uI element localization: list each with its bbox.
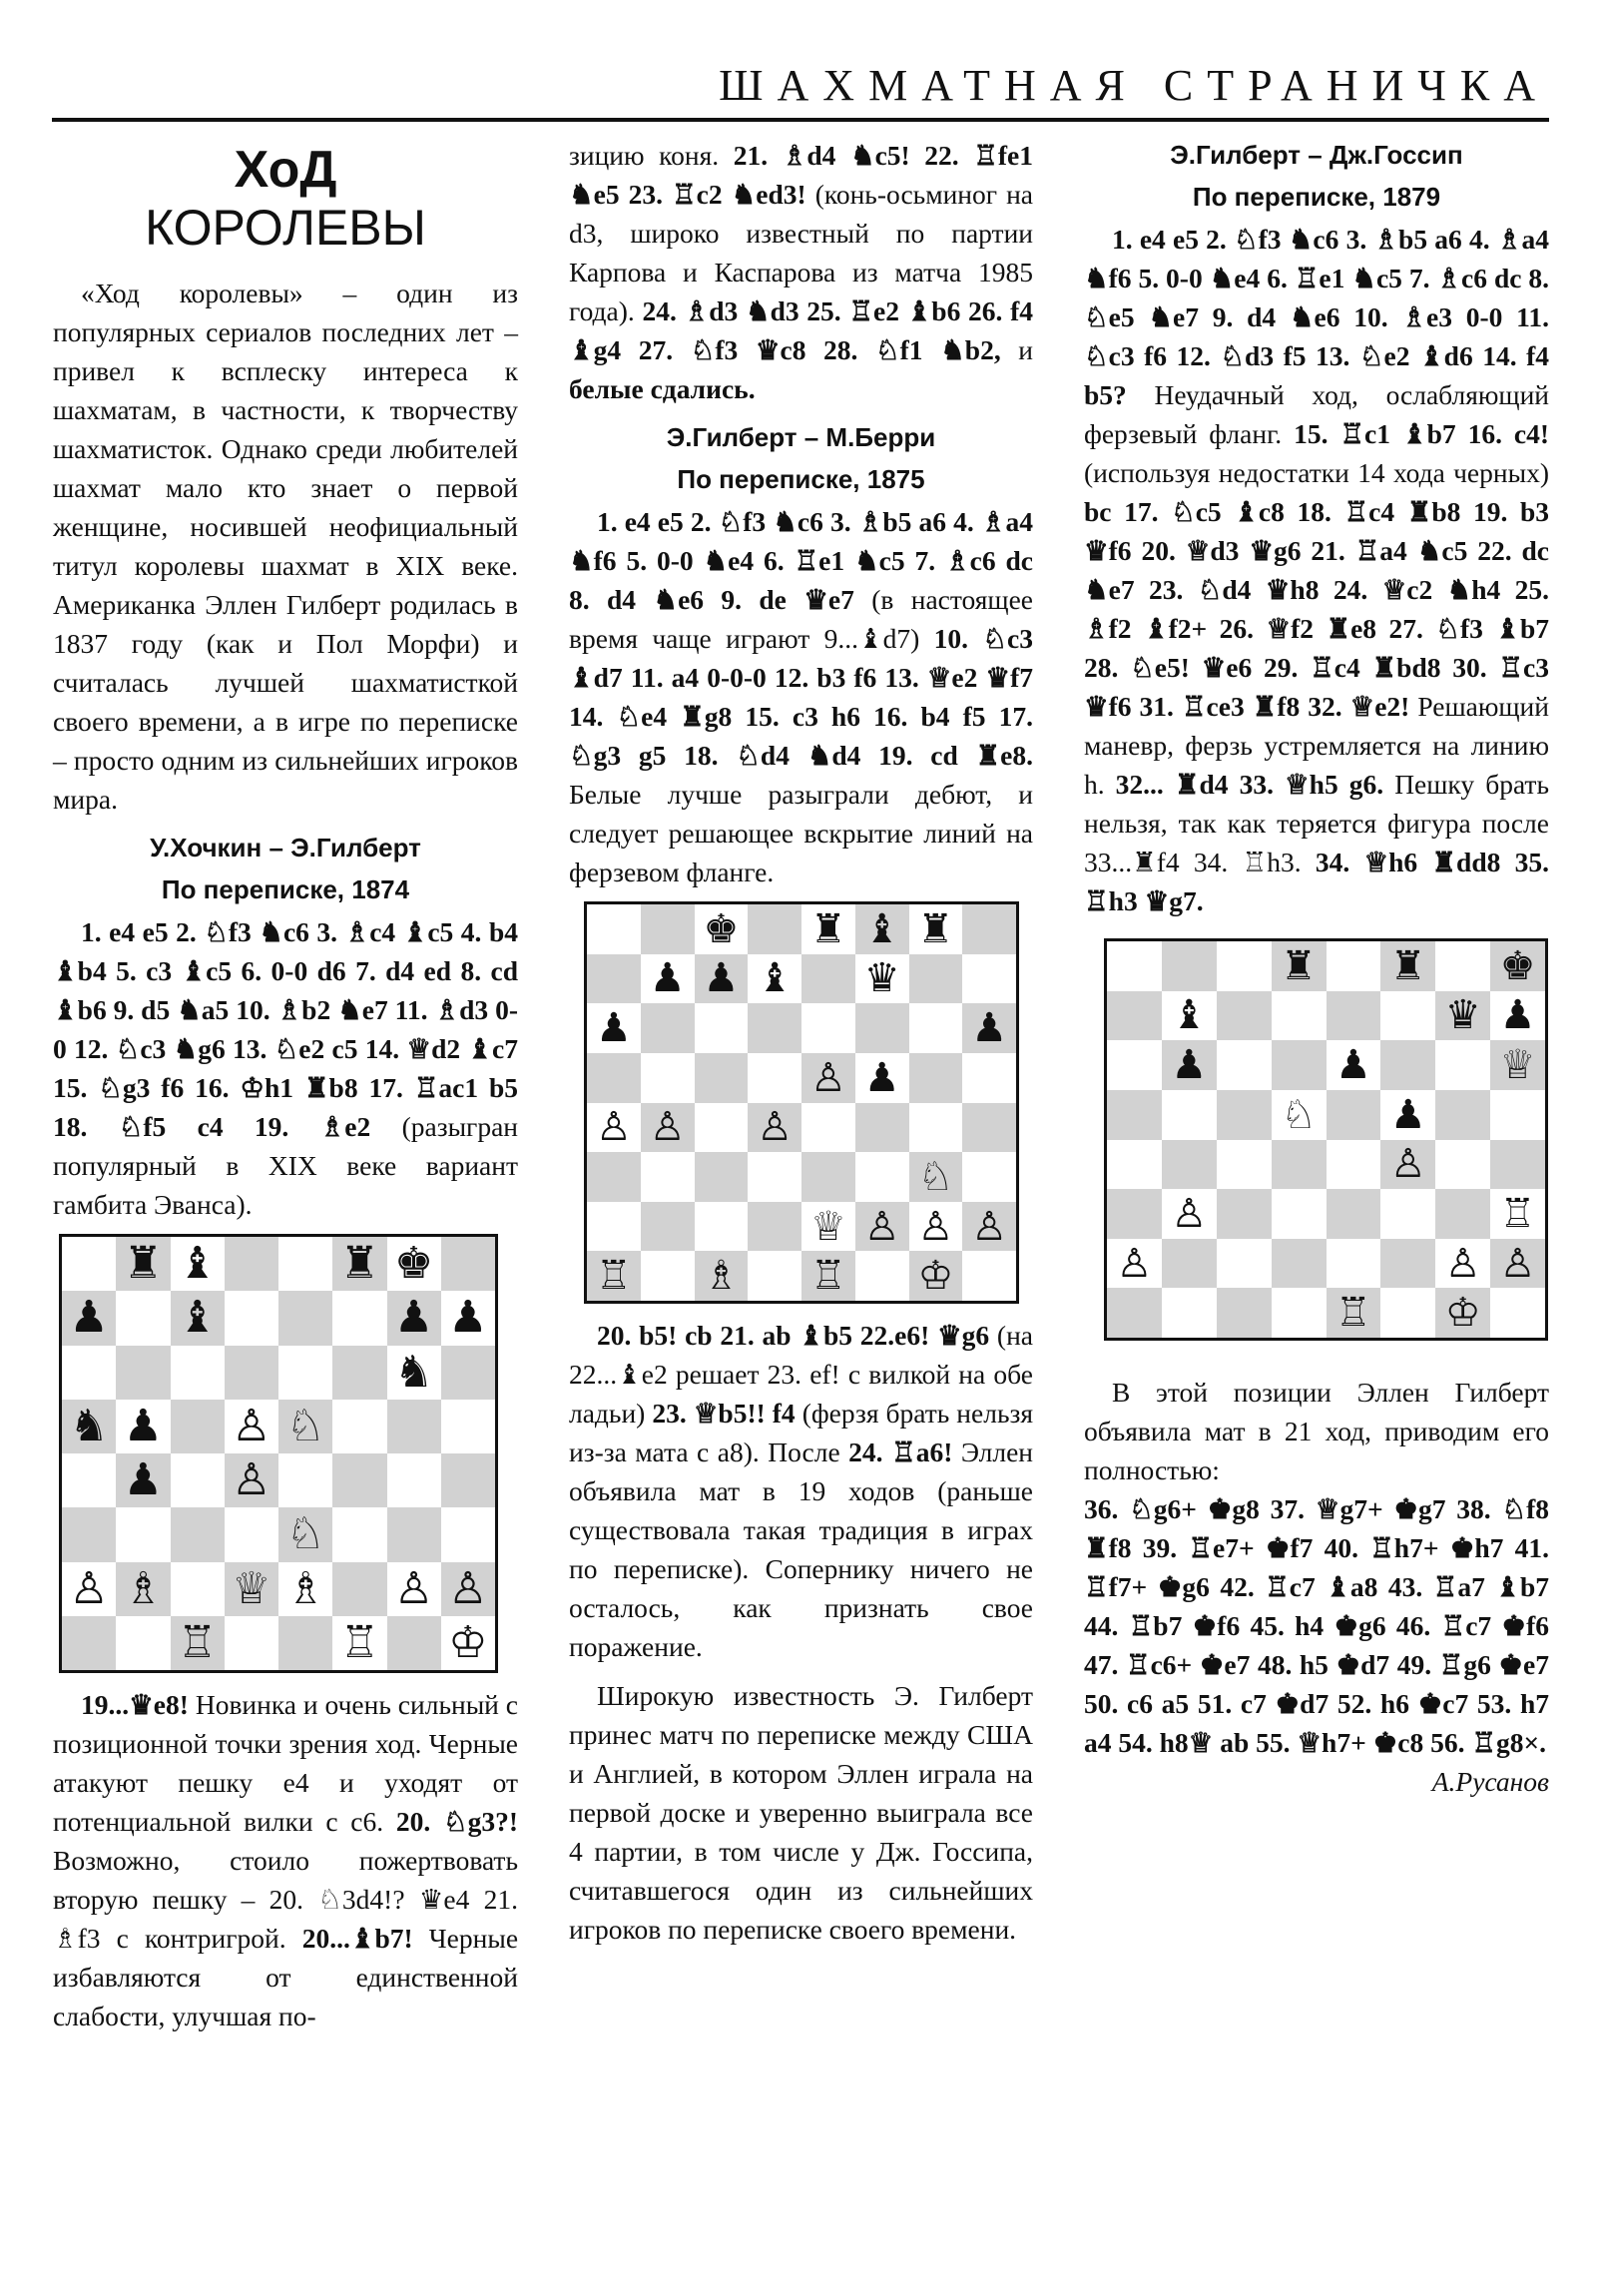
board-square <box>387 1507 441 1561</box>
board-square <box>1107 1140 1162 1190</box>
board-square <box>62 1453 116 1507</box>
board-square <box>855 1251 909 1301</box>
board-square <box>278 1237 332 1291</box>
board-square: ♞ <box>387 1346 441 1400</box>
game2-commentary <box>569 1316 1033 1666</box>
board-square <box>1490 1090 1545 1140</box>
board-square <box>855 1152 909 1202</box>
chess-board-3 <box>1104 938 1548 1341</box>
game1-commentary <box>53 1685 518 2035</box>
board-square <box>1327 991 1381 1041</box>
board-square <box>171 1562 225 1616</box>
board-square: ♙ <box>1380 1140 1435 1190</box>
board-square: ♙ <box>748 1103 801 1153</box>
board-square <box>587 954 641 1004</box>
board-square: ♙ <box>1107 1239 1162 1289</box>
board-square <box>441 1400 495 1453</box>
board-square <box>441 1507 495 1561</box>
game1-comment-3: Черные избавляются от единственной слабости, улучшая по- <box>53 1923 519 2031</box>
board-square: ♙ <box>909 1202 963 1252</box>
board-square <box>278 1291 332 1345</box>
final-mate-moves: 36. ♘g6+ ♚g8 37. ♕g7+ ♚g7 38. ♘f8 ♜f8 39. ♖e7+ ♚f7 40. ♖h7+ ♚h7 41. ♖f7+ ♚g6 42. ♖c7 ♝a8 43. ♖a7 ♝b7 44. ♖b7 ♚f6 45. h4 ♚g6 46. ♖c7 ♚f6 47. ♖c6+ ♚e7 48. h5 ♚d7 49. ♖g6 ♚e7 50. c6 a5 51. c7 ♚d7 52. h6 ♚c7 53. h7 a4 54. h8♕ ab 55. ♕h7+ ♚c8 56. ♖g8×. <box>1084 1493 1549 1758</box>
board-square <box>62 1616 116 1670</box>
board-square: ♘ <box>909 1152 963 1202</box>
board-square <box>962 1251 1016 1301</box>
board-square <box>1107 991 1162 1041</box>
chess-board-2 <box>584 901 1019 1304</box>
board-square <box>1272 1040 1327 1090</box>
board-square <box>116 1346 170 1400</box>
board-square <box>171 1346 225 1400</box>
board-square: ♔ <box>1435 1288 1490 1338</box>
board-square: ♖ <box>1490 1189 1545 1239</box>
board-square <box>748 1053 801 1103</box>
intro-paragraph: «Ход королевы» – один из популярных сериалов последних лет – привел к всплеску интереса к шахматам, в частности, к творчеству шахматисток. Однако среди любителей шахмат мало кто знает о первой женщине, носившей неофициальный титул королевы шахмат в XIX веке. Американка Эллен Гилберт родилась в 1837 году (как и Пол Морфи) и считалась лучшей шахматисткой своего времени, а в игре по переписке – просто одним из сильнейших игроков мира. <box>53 278 518 815</box>
board-square <box>1435 1189 1490 1239</box>
board-square: ♟ <box>62 1291 116 1345</box>
game3-moves-4: 32... ♜d4 33. ♕h5 g6. <box>1115 769 1384 800</box>
board-square <box>695 1202 749 1252</box>
game3-note-3: Решающий маневр, ферзь устремляется на линию h. <box>1084 691 1549 800</box>
board-square <box>641 1202 695 1252</box>
game3-event: По переписке, 1879 <box>1192 182 1441 212</box>
board-square <box>62 1507 116 1561</box>
board-square: ♝ <box>171 1291 225 1345</box>
final-paragraph: Широкую известность Э. Гилберт принес матч по переписке между США и Англией, в котором Эллен играла на первой доске и уверенно выиграла все 4 партии, в том числе у Дж. Госсипа, считавшегося один из сильнейших игроков по переписке своего времени. <box>569 1680 1033 1945</box>
board-square: ♙ <box>1162 1189 1217 1239</box>
game1-cont-text: зицию коня. <box>569 140 720 171</box>
board-square <box>171 1507 225 1561</box>
game3-moves-2: 15. ♖c1 ♝b7 16. c4! <box>1294 418 1549 449</box>
board-square: ♜ <box>1272 941 1327 991</box>
board-square: ♝ <box>1162 991 1217 1041</box>
board-square: ♟ <box>641 954 695 1004</box>
game2-moves-paragraph <box>569 502 1033 891</box>
board-square: ♞ <box>62 1400 116 1453</box>
board-square <box>695 1152 749 1202</box>
game2-event: По переписке, 1875 <box>677 464 925 494</box>
board-square <box>1380 1040 1435 1090</box>
board-square <box>171 1453 225 1507</box>
game2-players: Э.Гилберт – М.Берри <box>666 422 936 452</box>
board-square: ♟ <box>1162 1040 1217 1090</box>
board-square <box>1435 941 1490 991</box>
board-square <box>1327 1239 1381 1289</box>
board-square: ♚ <box>1490 941 1545 991</box>
board-square <box>332 1291 386 1345</box>
page-header: ШАХМАТНАЯ СТРАНИЧКА <box>719 61 1549 110</box>
game1-note: (разыгран популярный в XIX веке вариант гамбита Эванса). <box>53 1111 518 1220</box>
game1-cont-note: (конь-осьминог на d3, широко известный по партии Карпова и Каспарова из матча 1985 года). <box>569 179 1033 326</box>
game1-moves: 1. e4 e5 2. ♘f3 ♞c6 3. ♗c4 ♝c5 4. b4 ♝b4 5. c3 ♝c5 6. 0-0 d6 7. d4 ed 8. cd ♝b6 9. d5 ♞a5 10. ♗b2 ♞e7 11. ♗d3 0-0 12. ♘c3 ♞g6 13. ♘e2 c5 14. ♕d2 ♝c7 15. ♘g3 f6 16. ♔h1 ♜b8 17. ♖ac1 b5 18. ♘f5 c4 19. ♗e2 <box>53 916 518 1142</box>
board-square <box>695 1053 749 1103</box>
board-square: ♟ <box>1380 1090 1435 1140</box>
board-square <box>1327 941 1381 991</box>
game1-result: белые сдались. <box>569 373 756 404</box>
board-square: ♙ <box>587 1103 641 1153</box>
game1-move-19: 19...♛e8! <box>81 1689 189 1720</box>
game1-comment-1: Новинка и очень сильный с позиционной точки зрения ход. Черные атакуют пешку e4 и уходят от потенциальной вилки с c6. <box>53 1689 519 1837</box>
game3-note-2: (используя недостатки 14 хода черных) <box>1084 457 1549 488</box>
board-square <box>695 1003 749 1053</box>
board-square: ♙ <box>1490 1239 1545 1289</box>
board-square <box>909 1003 963 1053</box>
board-square <box>1217 1140 1272 1190</box>
board-square <box>1272 991 1327 1041</box>
board-square <box>1162 1140 1217 1190</box>
board-square <box>332 1346 386 1400</box>
column-1 <box>53 136 518 2035</box>
board-square <box>1162 941 1217 991</box>
board-square <box>1490 1140 1545 1190</box>
board-square <box>909 1053 963 1103</box>
board-square <box>641 1152 695 1202</box>
article-title-line2: КОРОЛЕВЫ <box>145 200 426 256</box>
board-square: ♛ <box>855 954 909 1004</box>
board-square: ♙ <box>962 1202 1016 1252</box>
chess-board-1 <box>59 1234 498 1673</box>
board-square <box>1435 1040 1490 1090</box>
board-square <box>225 1237 278 1291</box>
board-square <box>801 1003 855 1053</box>
board-square: ♜ <box>801 904 855 954</box>
board-square: ♙ <box>801 1053 855 1103</box>
board-square <box>1272 1288 1327 1338</box>
board-square <box>1217 1040 1272 1090</box>
game2-after-note-3: Эллен объявила мат в 19 ходов (раньше существовала такая традиция в играх по переписке). Сопернику ничего не осталось, как признать свое поражение. <box>569 1436 1034 1662</box>
board-square: ♝ <box>855 904 909 954</box>
board-square <box>855 1103 909 1153</box>
board-square <box>62 1346 116 1400</box>
board-square <box>441 1346 495 1400</box>
game1-cont-and: и <box>1018 334 1034 365</box>
board-square <box>1380 1288 1435 1338</box>
game3-note-4: Пешку брать нельзя, так как теряется фигура после 33...♜f4 34. ♖h3. <box>1084 769 1549 877</box>
game2-after-moves-2: 23. ♕b5!! f4 <box>652 1398 796 1429</box>
board-square <box>225 1346 278 1400</box>
game3-players: Э.Гилберт – Дж.Госсип <box>1170 140 1463 170</box>
column-3 <box>1084 136 1549 1801</box>
game1-move-20: 20. ♘g3?! <box>395 1806 519 1837</box>
board-square <box>1327 1189 1381 1239</box>
board-square: ♟ <box>116 1453 170 1507</box>
game1-moves-paragraph <box>53 912 518 1224</box>
board-square <box>1107 1040 1162 1090</box>
board-square <box>641 1251 695 1301</box>
board-square: ♙ <box>441 1562 495 1616</box>
game1-cont-moves-2: 24. ♗d3 ♞d3 25. ♖e2 ♝b6 26. f4 ♝g4 27. ♘f3 ♛c8 28. ♘f1 ♞b2, <box>569 295 1034 365</box>
game2-note-2: Белые лучше разыграли дебют, и следует решающее вскрытие линий на ферзевом фланге. <box>569 779 1033 887</box>
game1-cont-moves-1: 21. ♗d4 ♞c5! 22. ♖fe1 ♞e5 23. ♖c2 ♞ed3! <box>569 140 1034 210</box>
board-square: ♟ <box>962 1003 1016 1053</box>
board-square <box>1272 1140 1327 1190</box>
board-square: ♖ <box>587 1251 641 1301</box>
board-square <box>1162 1288 1217 1338</box>
game2-after-moves: 20. b5! cb 21. ab ♝b5 22.e6! ♛g6 <box>597 1320 990 1351</box>
board-square: ♖ <box>1327 1288 1381 1338</box>
game3-moves-paragraph <box>1084 220 1549 920</box>
board-square <box>1327 1140 1381 1190</box>
board-square: ♟ <box>695 954 749 1004</box>
board-square: ♟ <box>116 1400 170 1453</box>
board-square: ♔ <box>441 1616 495 1670</box>
board-square <box>801 954 855 1004</box>
board-square <box>748 1202 801 1252</box>
column-2 <box>569 136 1033 1949</box>
board-square: ♕ <box>1490 1040 1545 1090</box>
board-square: ♟ <box>441 1291 495 1345</box>
game3-moves-5: 34. ♕h6 ♜dd8 35. ♖h3 ♛g7. <box>1084 847 1549 916</box>
game1-move-20-black: 20...♝b7! <box>301 1923 413 1954</box>
game2-after-moves-3: 24. ♖a6! <box>848 1436 953 1467</box>
game2-after-note-1: (на 22...♝e2 решает 23. ef! с вилкой на обе ладьи) <box>569 1320 1033 1429</box>
board-square: ♟ <box>587 1003 641 1053</box>
board-square <box>171 1400 225 1453</box>
board-square <box>641 1053 695 1103</box>
board-square <box>748 904 801 954</box>
board-square <box>62 1237 116 1291</box>
board-square <box>587 1053 641 1103</box>
board-square <box>332 1507 386 1561</box>
board-square <box>1107 1090 1162 1140</box>
board-square: ♗ <box>116 1562 170 1616</box>
game2-note-1: (в настоящее время чаще играют 9...♝d7) <box>569 584 1034 654</box>
board-square <box>587 904 641 954</box>
board-square <box>278 1453 332 1507</box>
board-square <box>748 1251 801 1301</box>
board-square <box>1272 1239 1327 1289</box>
board-square <box>909 954 963 1004</box>
board-square: ♘ <box>1272 1090 1327 1140</box>
board-square: ♝ <box>171 1237 225 1291</box>
board-square <box>116 1291 170 1345</box>
board-square <box>855 1003 909 1053</box>
board-square <box>1435 1140 1490 1190</box>
board-square <box>332 1453 386 1507</box>
board-square <box>116 1507 170 1561</box>
board-square: ♜ <box>1380 941 1435 991</box>
board-square <box>1435 1090 1490 1140</box>
board-square: ♙ <box>1435 1239 1490 1289</box>
board-square <box>387 1616 441 1670</box>
game1-players: У.Хочкин – Э.Гилберт <box>150 833 421 862</box>
game1-continuation <box>569 136 1033 408</box>
board-square <box>116 1616 170 1670</box>
board-square <box>1380 991 1435 1041</box>
board-square: ♙ <box>855 1202 909 1252</box>
board-square: ♘ <box>278 1507 332 1561</box>
board-square <box>1107 941 1162 991</box>
board-square <box>332 1400 386 1453</box>
board-square <box>1272 1189 1327 1239</box>
board-square <box>801 1152 855 1202</box>
board-square: ♜ <box>116 1237 170 1291</box>
board-square <box>587 1152 641 1202</box>
board-square <box>1107 1288 1162 1338</box>
board-square: ♘ <box>278 1400 332 1453</box>
board-square: ♕ <box>225 1562 278 1616</box>
game3-note-1: Неудачный ход, ослабляющий ферзевый фланг. <box>1084 379 1550 449</box>
board-square: ♟ <box>855 1053 909 1103</box>
board-square: ♗ <box>695 1251 749 1301</box>
board-square <box>962 954 1016 1004</box>
board-square <box>962 1152 1016 1202</box>
board-square: ♟ <box>387 1291 441 1345</box>
board-square: ♙ <box>641 1103 695 1153</box>
board-square: ♝ <box>748 954 801 1004</box>
board-square <box>962 904 1016 954</box>
board-square: ♟ <box>1490 991 1545 1041</box>
board-square: ♙ <box>62 1562 116 1616</box>
board-square <box>801 1103 855 1153</box>
board-square: ♙ <box>387 1562 441 1616</box>
board-square <box>641 1003 695 1053</box>
board-square <box>278 1346 332 1400</box>
board-square <box>1217 941 1272 991</box>
board-square <box>225 1291 278 1345</box>
board-square <box>748 1152 801 1202</box>
board-square <box>1327 1090 1381 1140</box>
board-square <box>587 1202 641 1252</box>
board-square <box>441 1453 495 1507</box>
board-square: ♖ <box>801 1251 855 1301</box>
board-square <box>1217 991 1272 1041</box>
board-square <box>1490 1288 1545 1338</box>
board-square: ♜ <box>909 904 963 954</box>
board-square: ♖ <box>332 1616 386 1670</box>
game2-moves-2: 10. ♘c3 ♝d7 11. a4 0-0-0 12. b3 f6 13. ♕e2 ♛f7 14. ♘e4 ♜g8 15. c3 h6 16. b4 f5 17. ♘g3 g5 18. ♘d4 ♞d4 19. cd ♜e8. <box>569 623 1034 771</box>
author-signature: А.Русанов <box>1431 1766 1549 1797</box>
board-square: ♛ <box>1435 991 1490 1041</box>
board-square: ♚ <box>695 904 749 954</box>
board-square <box>962 1103 1016 1153</box>
board-square <box>225 1616 278 1670</box>
game2-after-note-2: (ферзя брать нельзя из-за мата с a8). После <box>569 1398 1034 1467</box>
board-square <box>1217 1090 1272 1140</box>
board-square <box>387 1453 441 1507</box>
board-square <box>1380 1189 1435 1239</box>
board-square <box>695 1103 749 1153</box>
board-square: ♜ <box>332 1237 386 1291</box>
board-square: ♙ <box>225 1453 278 1507</box>
board-square <box>1162 1239 1217 1289</box>
board-square: ♚ <box>387 1237 441 1291</box>
board-square: ♖ <box>171 1616 225 1670</box>
board-square <box>441 1237 495 1291</box>
board-square <box>909 1103 963 1153</box>
board-square <box>1217 1239 1272 1289</box>
board-square <box>387 1400 441 1453</box>
board-square <box>641 904 695 954</box>
board-square <box>225 1507 278 1561</box>
board-square: ♕ <box>801 1202 855 1252</box>
board-square <box>962 1053 1016 1103</box>
board-square: ♟ <box>1327 1040 1381 1090</box>
game1-comment-2: Возможно, стоило пожертвовать вторую пешку – 20. ♘3d4!? ♛e4 21. ♗f3 с контригрой. <box>53 1845 518 1954</box>
board-square <box>748 1003 801 1053</box>
board-square <box>1217 1189 1272 1239</box>
board-square: ♗ <box>278 1562 332 1616</box>
board-square <box>1162 1090 1217 1140</box>
board-square <box>1380 1239 1435 1289</box>
article-title-line1: ХоД <box>234 141 337 199</box>
board-square <box>278 1616 332 1670</box>
board-square: ♙ <box>225 1400 278 1453</box>
header-rule <box>52 118 1549 122</box>
game2-moves: 1. e4 e5 2. ♘f3 ♞c6 3. ♗b5 a6 4. ♗a4 ♞f6 5. 0-0 ♞e4 6. ♖e1 ♞c5 7. ♗c6 dc 8. d4 ♞e6 9. de ♛e7 <box>569 506 1033 615</box>
game3-moves-3: bc 17. ♘c5 ♝c8 18. ♖c4 ♜b8 19. b3 ♛f6 20. ♕d3 ♛g6 21. ♖a4 ♞c5 22. dc ♞e7 23. ♘d4 ♛h8 24. ♕c2 ♞h4 25. ♗f2 ♝f2+ 26. ♕f2 ♜e8 27. ♘f3 ♝b7 28. ♘e5! ♛e6 29. ♖c4 ♜bd8 30. ♖c3 ♛f6 31. ♖ce3 ♜f8 32. ♕e2! <box>1084 496 1549 722</box>
game3-moves: 1. e4 e5 2. ♘f3 ♞c6 3. ♗b5 a6 4. ♗a4 ♞f6 5. 0-0 ♞e4 6. ♖e1 ♞c5 7. ♗c6 dc 8. ♘e5 ♞e7 9. d4 ♞e6 10. ♗e3 0-0 11. ♘c3 f6 12. ♘d3 f5 13. ♘e2 ♝d6 14. f4 b5? <box>1084 224 1549 410</box>
game1-event: По переписке, 1874 <box>161 874 410 904</box>
board-square: ♔ <box>909 1251 963 1301</box>
final-mate-text: В этой позиции Эллен Гилберт объявила мат в 21 ход, приводим его полностью: <box>1084 1377 1549 1485</box>
board-square <box>1107 1189 1162 1239</box>
board-square <box>1217 1288 1272 1338</box>
board-square <box>332 1562 386 1616</box>
